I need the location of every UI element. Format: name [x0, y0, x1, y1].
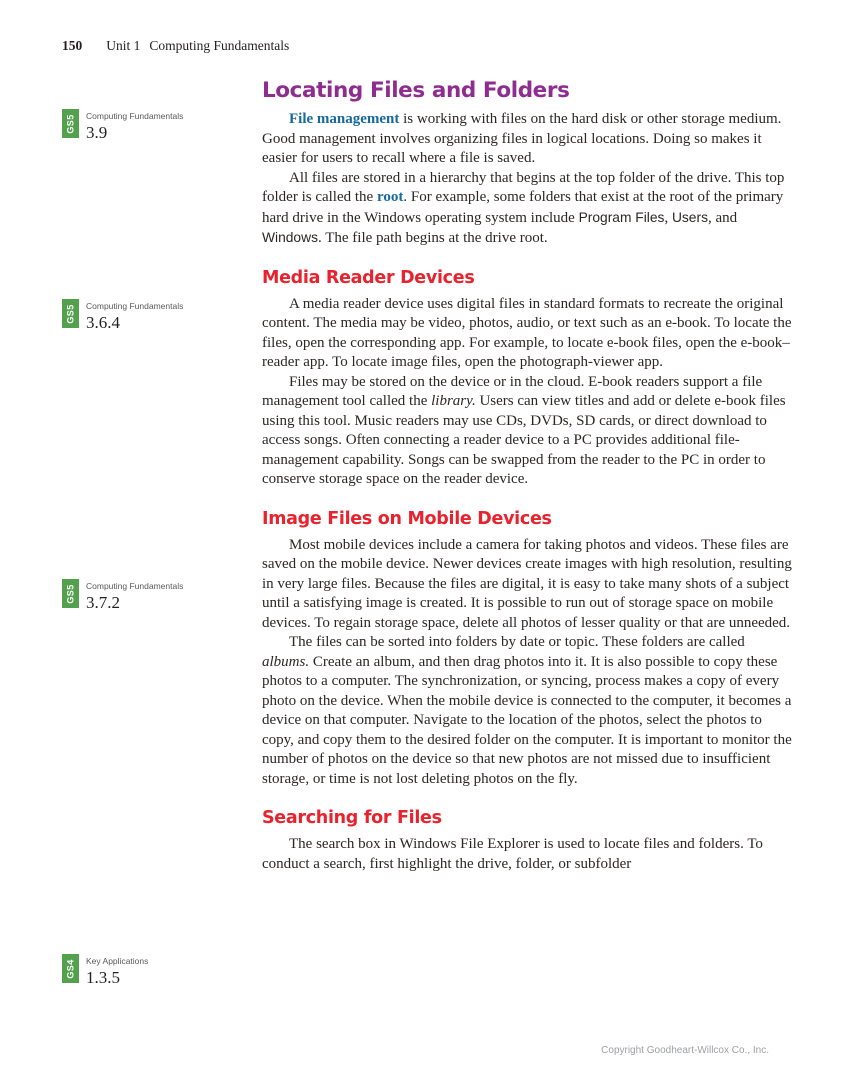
text-run: A media reader device uses digital files in standard formats to recreate the original content. The media may be video, photos, audio, or text such as an e-book. To locate the files, open the corresponding app. For example, to locate e-book files, open the e-book–reader app. To locate image files, open the photograph-viewer app.: [262, 295, 792, 370]
text-run: Users can view titles and add or delete e-book files using this tool. Music readers may use CDs, DVDs, SD cards, or direct download to access songs. Often connecting a reader device to a PC provides additional file-management capability. Songs can be swapped from the reader to the PC in order to conserve storage space on the reader device.: [262, 393, 786, 487]
text-run: Files may be stored on the device or in the cloud. E-book readers support a file management tool called the: [262, 373, 763, 409]
unit-name: Computing Fundamentals: [149, 38, 290, 53]
page-header: [62, 38, 289, 54]
badge-detail: [86, 299, 183, 333]
badge-category: Computing Fundamentals: [86, 301, 184, 311]
standards-badge-1: [62, 109, 183, 143]
text-run: . For example, some folders that exist at the root of the primary hard drive in the Windows operating system include: [262, 189, 784, 226]
text-run: Users: [671, 209, 708, 225]
paragraph: [262, 295, 792, 373]
text-run: All files are stored in a hierarchy that begins at the top folder of the drive. This top folder is called the: [262, 169, 785, 205]
badge-code: 3.7.2: [86, 593, 120, 612]
section-heading: Media Reader Devices: [262, 267, 475, 288]
text-run: Create an album, and then drag photos into it. It is also possible to copy these photos to a computer. The synchronization, or syncing, process makes a copy of every photo on the device. When the mobile device is connected to the computer, it becomes a device on that computer. Navigate to the location of the photos, select the photos to copy, and copy them to the desired folder on the computer. It is important to monitor the number of photos on the device so that new photos are not missed due to insufficient storage, or time is not lost deleting photos on the fly.: [262, 653, 792, 787]
section-heading: Image Files on Mobile Devices: [262, 508, 552, 529]
standard-label-gs4: [62, 954, 79, 983]
text-run: albums.: [262, 653, 310, 670]
standard-label-gs5: [62, 109, 79, 138]
paragraph: [262, 169, 792, 249]
text-run: , and: [707, 209, 738, 226]
standard-label-gs5: [62, 579, 79, 608]
standard-label-text: GS5: [65, 583, 76, 604]
standard-label-text: GS5: [65, 303, 76, 324]
text-run: Most mobile devices include a camera for taking photos and videos. These files are saved on the mobile device. Newer devices create images with high resolution, resulting in very large files. Because the files are digital, it is easy to take many shots of a subject until a satisfying image is created. It is possible to run out of storage space on mobile devices. To regain storage space, delete all photos of lesser quality or that are unneeded.: [262, 536, 792, 631]
article: [262, 78, 792, 874]
text-run: is working with files on the hard disk or other storage medium. Good management involves organizing files in logical locations. Doing so makes it easier for users to recall where a file is saved.: [262, 111, 782, 166]
text-run: The search box in Windows File Explorer is used to locate files and folders. To conduct a search, first highlight the drive, folder, or subfolder: [262, 836, 763, 872]
badge-category: Computing Fundamentals: [86, 581, 184, 591]
badge-code: 1.3.5: [86, 968, 120, 987]
badge-detail: [86, 579, 183, 613]
key-term: File management: [289, 111, 400, 127]
paragraph: [262, 536, 792, 634]
standards-badge-2: [62, 299, 183, 333]
badge-detail: [86, 954, 148, 988]
copyright-notice: Copyright Goodheart-Willcox Co., Inc.: [601, 1045, 769, 1056]
section-heading: Searching for Files: [262, 808, 442, 828]
text-run: ,: [664, 209, 672, 226]
paragraph: [262, 835, 792, 874]
text-run: library.: [431, 393, 476, 409]
page-title: Locating Files and Folders: [262, 78, 570, 103]
badge-category: Key Applications: [86, 956, 149, 966]
article-blocks: [262, 110, 792, 874]
badge-code: 3.9: [86, 123, 108, 142]
standard-label-gs5: [62, 299, 79, 328]
unit-number: Unit 1: [106, 38, 141, 53]
standard-label-text: GS4: [65, 958, 76, 979]
text-run: Windows: [262, 230, 318, 245]
standards-badge-4: [62, 954, 148, 988]
paragraph: [262, 633, 792, 789]
page-number: 150: [62, 38, 83, 53]
standards-badge-3: [62, 579, 183, 613]
standard-label-text: GS5: [65, 113, 76, 134]
badge-category: Computing Fundamentals: [86, 111, 184, 121]
badge-detail: [86, 109, 183, 143]
text-run: Program Files: [578, 209, 665, 225]
badge-code: 3.6.4: [86, 313, 120, 332]
text-run: . The file path begins at the drive root.: [317, 230, 548, 246]
key-term: root: [376, 189, 404, 205]
paragraph: [262, 373, 792, 490]
paragraph: [262, 110, 792, 169]
text-run: The files can be sorted into folders by date or topic. These folders are called: [289, 634, 745, 650]
